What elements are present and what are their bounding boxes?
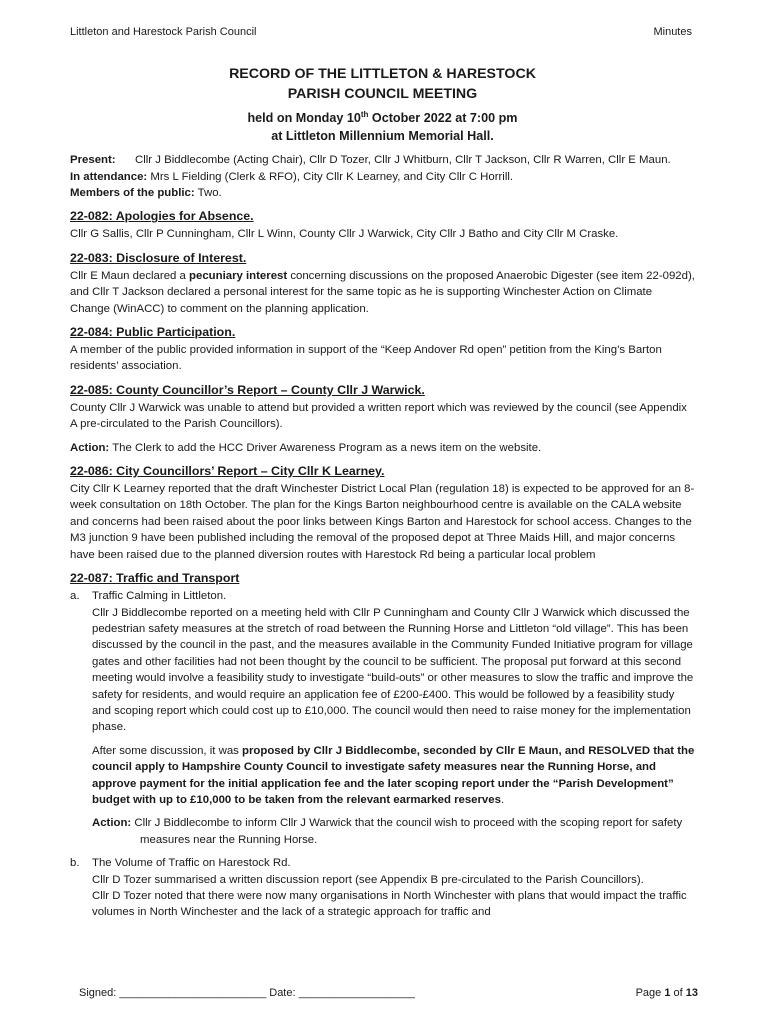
s083-text-1: Cllr E Maun declared a xyxy=(70,269,190,282)
item-a-res-bold: proposed by Cllr J Biddlecombe, seconded by Cllr E Maun, and RESOLVED that the council apply to Hampshire County Council to investigate safety measures near the Running Horse, and approve payment for the initial application fee and the later scoping report under the “Parish Development” budget with up to £10,000 to be taken from the relevant earmarked reserves xyxy=(92,744,695,806)
section-heading-083: 22-083: Disclosure of Interest. xyxy=(70,250,247,265)
item-a-action-text: Cllr J Biddlecombe to inform Cllr J Warwick that the council wish to proceed with the scoping report for safety measures near the Running Horse. xyxy=(131,817,683,846)
page-header xyxy=(70,26,692,38)
meeting-date-sup: th xyxy=(360,110,369,119)
document-title xyxy=(70,64,695,104)
item-a-resolution xyxy=(92,743,695,809)
section-text-084: A member of the public provided information in support of the “Keep Andover Rd open” petition from the King’s Barton residents’ association. xyxy=(70,344,662,373)
item-a-res-post: . xyxy=(500,793,505,806)
page-footer xyxy=(79,987,698,999)
page-number xyxy=(636,987,698,999)
document-body xyxy=(70,64,695,921)
section-heading-085: 22-085: County Councillor’s Report – County Cllr J Warwick. xyxy=(70,382,425,397)
item-a-text: Cllr J Biddlecombe reported on a meeting held with Cllr P Cunningham and County Cllr J Warwick which discussed the pedestrian safety measures at the stretch of road between the Running Horse and Littleton “old village”. This has been discussed by the council in the past, and the measures available in the Community Funded Initiative program for village gates and other facilities had not been thought by the council to be sufficient. The proposal put forward at this second meeting would involve a feasibility study to investigate “build-outs” or other measures to slow the traffic and improve the safety for residents, and would require an application fee of £200-£400. This would be followed by a feasibility study and scoping report which could cost up to £10,000. The council would then need to raise money for the implementation phase. xyxy=(92,606,694,734)
present-label: Present: xyxy=(70,154,116,167)
item-a-action-label: Action: xyxy=(92,817,132,830)
meeting-date xyxy=(70,106,695,127)
section-text-085: County Cllr J Warwick was unable to attend but provided a written report which was reviewed by the council (see Appendix A pre-circulated to the Parish Councillors). xyxy=(70,401,687,431)
item-b-text-1: Cllr D Tozer summarised a written discussion report (see Appendix B pre-circulated to the Parish Councillors). xyxy=(92,873,644,886)
section-heading-082: 22-082: Apologies for Absence. xyxy=(70,209,254,224)
signature-line: Signed: ________________________ Date: ___________________ xyxy=(79,987,415,999)
section-heading-084: 22-084: Public Participation. xyxy=(70,325,236,340)
item-a-action xyxy=(92,815,695,848)
list-marker-b: b. xyxy=(70,857,80,870)
in-attendance xyxy=(70,169,695,185)
section-text-086: City Cllr K Learney reported that the draft Winchester District Local Plan (regulation 18) is expected to be approved for an 8-week consultation on 18th October. The plan for the Kings Barton neighbourhood centre is available on the CALA website and concerns had been raised about the poor links between Kings Barton and Harestock for school access. Changes to the M3 junction 9 have been published including the removal of the proposed depot at Three Maids Hill, and major concerns have been raised due to the planned diversion routes with Harestock Rd being a particular local problem xyxy=(70,483,695,561)
meeting-venue: at Littleton Millennium Memorial Hall. xyxy=(271,129,494,144)
header-doc-type: Minutes xyxy=(653,26,692,38)
item-a-title: Traffic Calming in Littleton. xyxy=(92,590,227,603)
members-of-public-count: Two. xyxy=(194,187,222,199)
meeting-date-post: October 2022 at 7:00 pm xyxy=(368,111,518,126)
section-heading-086: 22-086: City Councillors’ Report – City Cllr K Learney. xyxy=(70,464,385,479)
header-council-name: Littleton and Harestock Parish Council xyxy=(70,26,257,38)
in-attendance-label: In attendance: xyxy=(70,170,148,183)
page-total: 13 xyxy=(685,987,698,999)
list-item-a xyxy=(70,588,695,848)
list-marker-a: a. xyxy=(70,590,80,603)
members-of-public xyxy=(70,185,695,201)
meeting-date-pre: held on Monday 10 xyxy=(247,111,361,126)
page-of: of xyxy=(670,987,686,999)
title-line-2: PARISH COUNCIL MEETING xyxy=(287,86,478,102)
action-085-label: Action: xyxy=(70,441,110,454)
members-of-public-label: Members of the public: xyxy=(70,187,195,199)
item-b-text-2: Cllr D Tozer noted that there were now many organisations in North Winchester with plans that would impact the traffic volumes in North Winchester and the lack of a strategic approach for traffic and xyxy=(92,890,687,919)
section-text-083 xyxy=(70,268,695,317)
action-085 xyxy=(70,440,695,456)
section-heading-087: 22-087: Traffic and Transport xyxy=(70,571,240,586)
title-line-1: RECORD OF THE LITTLETON & HARESTOCK xyxy=(229,66,536,82)
action-085-text: The Clerk to add the HCC Driver Awareness Program as a news item on the website. xyxy=(109,441,542,454)
present-list: Cllr J Biddlecombe (Acting Chair), Cllr D Tozer, Cllr J Whitburn, Cllr T Jackson, Cllr R Warren, Cllr E Maun. xyxy=(135,154,671,167)
item-a-res-pre: After some discussion, it was xyxy=(92,744,243,757)
list-item-b xyxy=(70,855,695,921)
page-current: 1 xyxy=(664,987,671,999)
section-text-082: Cllr G Sallis, Cllr P Cunningham, Cllr L Winn, County Cllr J Warwick, City Cllr J Batho and City Cllr M Craske. xyxy=(70,228,619,241)
s083-text-2: concerning discussions on the proposed Anaerobic Digester (see item 22-092d), and Cllr T Jackson declared a personal interest for the same topic as he is supporting Winchester Action on Climate Change (WinACC) to comment on the planning application. xyxy=(70,269,695,315)
in-attendance-list: Mrs L Fielding (Clerk & RFO), City Cllr K Learney, and City Cllr C Horrill. xyxy=(147,170,514,183)
item-b-title: The Volume of Traffic on Harestock Rd. xyxy=(92,857,291,870)
s083-bold: pecuniary interest xyxy=(189,269,288,282)
page-label: Page xyxy=(635,987,665,999)
present-row xyxy=(70,152,695,168)
